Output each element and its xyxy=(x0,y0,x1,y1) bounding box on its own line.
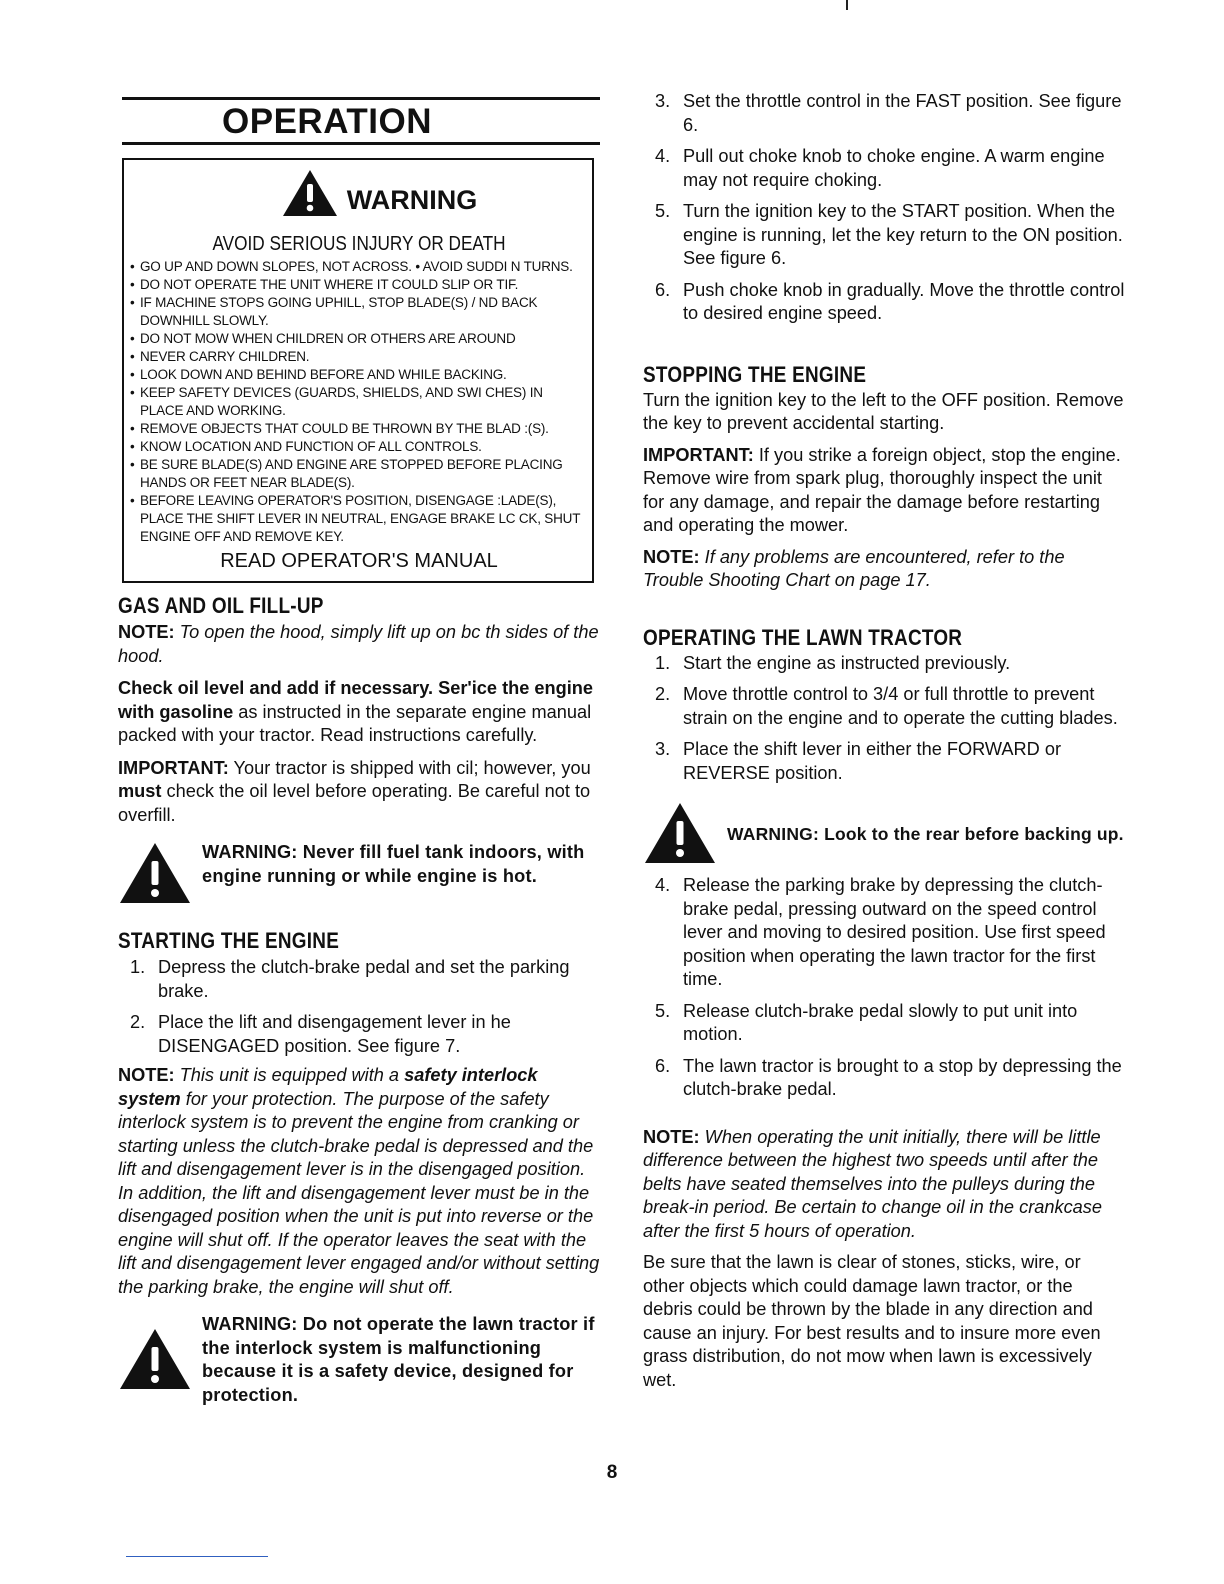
stopping-section xyxy=(643,362,1127,593)
note-emphasis: safety interlock system xyxy=(118,1065,538,1109)
step-item xyxy=(643,200,1127,271)
step-number: 4. xyxy=(655,146,671,166)
warning-triangle-icon xyxy=(281,168,339,223)
step-text: Pull out choke knob to choke engine. A warm engine may not require choking. xyxy=(683,146,1105,190)
note-label: NOTE: xyxy=(118,1065,175,1085)
check-oil-bold: Check oil level and add if necessary. Ser'ice the engine with gasoline xyxy=(118,678,594,722)
step-item xyxy=(643,90,1127,137)
stopping-text: Turn the ignition key to the left to the OFF position. Remove the key to prevent accidental starting. xyxy=(643,389,1124,433)
warning-item: • BEFORE LEAVING OPERATOR'S POSITION, DISENGAGE :LADE(S), PLACE THE SHIFT LEVER IN NEUTRAL, ENGAGE BRAKE LC CK, SHUT ENGINE OFF AND REMOVE KEY. xyxy=(130,492,588,546)
note-text-continued: for your protection. The purpose of the safety interlock system is to prevent the engine from cranking or starting unless the clutch-brake pedal is depressed and the lift and disengagement lever is in the disengaged position. In addition, the lift and disengagement lever must be in the disengaged position when the unit is put into reverse or the engine will shut off. If the operator leaves the seat with the lift and disengagement lever engaged and/or without setting the parking brake, the engine will shut off. xyxy=(118,1088,600,1297)
fuel-warning xyxy=(118,841,600,910)
step-item xyxy=(643,145,1127,192)
scan-underline xyxy=(126,1556,268,1557)
step-text: Release the parking brake by depressing the clutch-brake pedal, pressing outward on the speed control lever and moving to desired position. Use first speed position when operating the lawn tractor for the first time. xyxy=(683,875,1106,989)
note-text: This unit is equipped with a xyxy=(179,1065,400,1085)
important-paragraph xyxy=(643,444,1127,538)
important-text: Your tractor is shipped with cil; however, you xyxy=(233,757,591,778)
important-text: If you strike a foreign object, stop the engine. Remove wire from spark plug, thoroughly inspect the unit for any damage, and repair the damage before restarting and operating the mower. xyxy=(643,444,1121,535)
step-text: The lawn tractor is brought to a stop by depressing the clutch-brake pedal. xyxy=(683,1055,1122,1099)
title-rule-top xyxy=(122,97,600,100)
warning-item: • GO UP AND DOWN SLOPES, NOT ACROSS. • AVOID SUDDI N TURNS. xyxy=(130,258,588,276)
important-label: IMPORTANT: xyxy=(118,757,229,778)
closing-paragraph: Be sure that the lawn is clear of stones, sticks, wire, or other objects which could damage lawn tractor, or the debris could be thrown by the blade in any direction and cause an injury. For best results and to insure more even grass distribution, do not mow when lawn is excessively wet. xyxy=(643,1252,1101,1390)
backing-warning-text: WARNING: Look to the rear before backing up. xyxy=(727,824,1124,844)
warning-item: • NEVER CARRY CHILDREN. xyxy=(130,348,588,366)
step-number: 1. xyxy=(130,957,146,977)
step-number: 2. xyxy=(130,1012,146,1032)
step-number: 4. xyxy=(655,875,671,895)
warning-item: • KNOW LOCATION AND FUNCTION OF ALL CONTROLS. xyxy=(130,438,588,456)
important-label: IMPORTANT: xyxy=(643,444,754,465)
step-item xyxy=(643,738,1127,785)
check-oil-paragraph xyxy=(118,677,600,748)
backing-warning xyxy=(643,807,1127,870)
warning-item: • REMOVE OBJECTS THAT COULD BE THROWN BY THE BLAD :(S). xyxy=(130,420,588,438)
warning-heading: WARNING xyxy=(346,185,478,215)
check-oil-text: as instructed in the separate engine manual packed with your tractor. Read instructions carefully. xyxy=(118,701,592,745)
step-item xyxy=(643,1055,1127,1102)
step-item xyxy=(643,874,1127,992)
note-label: NOTE: xyxy=(643,546,700,567)
warning-item: • KEEP SAFETY DEVICES (GUARDS, SHIELDS, AND SWI CHES) IN PLACE AND WORKING. xyxy=(130,384,588,420)
fuel-warning-text: WARNING: Never fill fuel tank indoors, with engine running or while engine is hot. xyxy=(202,842,585,886)
step-text: Push choke knob in gradually. Move the throttle control to desired engine speed. xyxy=(683,279,1125,323)
note-label: NOTE: xyxy=(118,622,175,642)
step-text: Turn the ignition key to the START position. When the engine is running, let the key return to the ON position. See figure 6. xyxy=(683,201,1123,268)
starting-steps-continued xyxy=(643,90,1127,326)
step-item xyxy=(118,956,600,1003)
step-text: Start the engine as instructed previously. xyxy=(683,652,1011,673)
warning-triangle-icon xyxy=(118,1327,202,1396)
operating-steps xyxy=(643,652,1127,786)
important-paragraph xyxy=(118,757,600,828)
step-number: 5. xyxy=(655,1000,671,1021)
important-emphasis: must xyxy=(118,781,162,801)
section-heading: GAS AND OIL FILL-UP xyxy=(118,593,324,618)
starting-section xyxy=(118,928,600,1407)
warning-triangle-icon xyxy=(643,801,727,870)
step-number: 3. xyxy=(655,739,671,759)
step-text: Set the throttle control in the FAST position. See figure 6. xyxy=(683,91,1122,135)
step-item xyxy=(643,279,1127,326)
section-heading: STARTING THE ENGINE xyxy=(118,928,340,953)
warning-item: • LOOK DOWN AND BEHIND BEFORE AND WHILE BACKING. xyxy=(130,366,588,384)
break-in-note xyxy=(643,1126,1127,1244)
section-heading: OPERATING THE LAWN TRACTOR xyxy=(643,624,963,650)
note-text: If any problems are encountered, refer to the Trouble Shooting Chart on page 17. xyxy=(643,546,1065,590)
step-item xyxy=(118,1011,600,1058)
gas-oil-section xyxy=(118,593,600,910)
warning-list xyxy=(130,258,588,546)
right-column xyxy=(643,90,1127,1392)
warning-item: • DO NOT MOW WHEN CHILDREN OR OTHERS ARE AROUND xyxy=(130,330,588,348)
warning-subheading: AVOID SERIOUS INJURY OR DEATH xyxy=(212,233,506,255)
note-text: When operating the unit initially, there will be little difference between the highest two speeds until after the belts have seated themselves into the pulleys during the break-in period. Be certain to change oil in the crankcase after the first 5 hours of operation. xyxy=(643,1126,1102,1241)
step-number: 5. xyxy=(655,201,671,221)
step-item xyxy=(643,652,1127,676)
page-title: OPERATION xyxy=(222,102,432,141)
step-number: 3. xyxy=(655,91,671,111)
warning-item: • DO NOT OPERATE THE UNIT WHERE IT COULD SLIP OR TIF. xyxy=(130,276,588,294)
operating-section xyxy=(643,625,1127,1393)
step-text: Depress the clutch-brake pedal and set the parking brake. xyxy=(158,957,570,1001)
step-item xyxy=(643,683,1127,730)
warning-triangle-icon xyxy=(118,841,202,910)
step-number: 6. xyxy=(655,1055,671,1076)
note-paragraph xyxy=(118,621,600,668)
safety-warning-box xyxy=(122,158,594,583)
important-text-continued: check the oil level before operating. Be careful not to overfill. xyxy=(118,781,591,825)
note-paragraph xyxy=(643,546,1127,593)
warning-item: • IF MACHINE STOPS GOING UPHILL, STOP BLADE(S) / ND BACK DOWNHILL SLOWLY. xyxy=(130,294,588,330)
title-block xyxy=(118,90,600,150)
title-rule-bottom xyxy=(122,142,600,145)
starting-steps xyxy=(118,956,600,1058)
step-number: 1. xyxy=(655,652,671,673)
left-column xyxy=(118,90,600,1407)
step-number: 6. xyxy=(655,279,671,300)
step-text: Place the shift lever in either the FORWARD or REVERSE position. xyxy=(683,739,1062,783)
warning-item: • BE SURE BLADE(S) AND ENGINE ARE STOPPED BEFORE PLACING HANDS OR FEET NEAR BLADE(S). xyxy=(130,456,588,492)
operating-steps-continued xyxy=(643,874,1127,1102)
warning-footer: READ OPERATOR'S MANUAL xyxy=(220,550,498,572)
warning-header xyxy=(170,168,588,223)
note-text: To open the hood, simply lift up on bc th sides of the hood. xyxy=(118,622,599,666)
section-heading: STOPPING THE ENGINE xyxy=(643,361,867,387)
step-text: Place the lift and disengagement lever in he DISENGAGED position. See figure 7. xyxy=(158,1012,511,1056)
step-number: 2. xyxy=(655,684,671,704)
step-item xyxy=(643,1000,1127,1047)
step-text: Move throttle control to 3/4 or full throttle to prevent strain on the engine and to operate the cutting blades. xyxy=(683,684,1118,728)
interlock-warning xyxy=(118,1313,600,1407)
interlock-note xyxy=(118,1064,600,1299)
interlock-warning-text: WARNING: Do not operate the lawn tractor if the interlock system is malfunctioning because it is a safety device, designed for protection. xyxy=(202,1314,595,1405)
page-number: 8 xyxy=(606,1462,618,1483)
scan-mark xyxy=(846,0,848,10)
note-label: NOTE: xyxy=(643,1126,700,1147)
step-text: Release clutch-brake pedal slowly to put unit into motion. xyxy=(683,1000,1078,1044)
